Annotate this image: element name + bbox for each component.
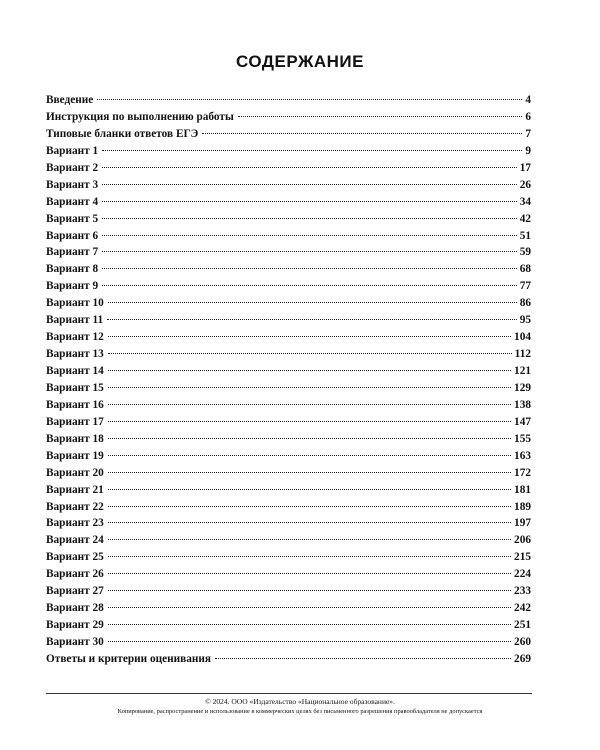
toc-entry-page: 17 — [519, 161, 531, 174]
toc-entry-label: Вариант 14 — [46, 365, 104, 377]
toc-entry-label: Вариант 2 — [46, 161, 99, 174]
toc-leader-dots — [108, 489, 511, 490]
toc-leader-dots — [108, 539, 511, 540]
toc-entry-label: Вариант 24 — [46, 534, 104, 547]
toc-entry-page: 181 — [514, 483, 531, 496]
toc-leader-dots — [108, 353, 512, 354]
toc-entry-page: 6 — [525, 110, 531, 123]
toc-leader-dots — [102, 235, 517, 236]
toc-entry-label: Вариант 20 — [46, 466, 104, 479]
toc-entry-label: Вариант 28 — [46, 602, 104, 615]
toc-leader-dots — [238, 116, 523, 117]
toc-entry-label: Вариант 30 — [46, 636, 104, 648]
toc-entry-page: 9 — [525, 144, 531, 157]
footer-copyright: © 2024. ООО «Издательство «Национальное образование». — [205, 697, 395, 706]
toc-leader-dots — [202, 133, 522, 134]
toc-entry[interactable] — [46, 278, 531, 295]
toc-entry-page: 189 — [514, 500, 531, 513]
toc-entry-page: 224 — [514, 568, 531, 581]
toc-leader-dots — [108, 590, 511, 591]
toc-entry-page: 77 — [519, 280, 531, 293]
toc-entry[interactable] — [46, 499, 531, 516]
toc-leader-dots — [108, 370, 511, 371]
toc-leader-dots — [108, 506, 511, 507]
toc-entry-page: 251 — [514, 619, 531, 632]
toc-entry-label: Вариант 7 — [46, 246, 99, 259]
toc-leader-dots — [102, 150, 522, 151]
toc-entry[interactable] — [46, 617, 531, 634]
toc-leader-dots — [108, 404, 511, 405]
toc-entry-page: 86 — [519, 297, 531, 310]
toc-entry-page: 51 — [519, 229, 531, 242]
toc-entry-page: 163 — [514, 449, 531, 462]
toc-entry[interactable] — [46, 295, 531, 312]
toc-entry-page: 206 — [514, 534, 531, 547]
toc-leader-dots — [215, 658, 511, 659]
toc-entry[interactable] — [46, 92, 531, 109]
toc-leader-dots — [97, 99, 522, 100]
toc-entry[interactable] — [46, 651, 531, 668]
toc-entry-page: 68 — [519, 263, 531, 276]
toc-leader-dots — [102, 167, 517, 168]
toc-entry[interactable] — [46, 261, 531, 278]
toc-entry-page: 112 — [514, 348, 531, 361]
toc-entry-label: Вариант 3 — [46, 178, 99, 191]
toc-entry[interactable] — [46, 109, 531, 126]
toc-entry[interactable] — [46, 532, 531, 549]
toc-entry-label: Вариант 29 — [46, 619, 104, 632]
toc-entry-page: 172 — [514, 466, 531, 479]
toc-leader-dots — [108, 387, 511, 388]
toc-leader-dots — [108, 421, 511, 422]
toc-entry-label: Вариант 18 — [46, 432, 104, 445]
toc-leader-dots — [102, 218, 517, 219]
toc-entry[interactable] — [46, 211, 531, 228]
toc-leader-dots — [108, 336, 511, 337]
toc-entry[interactable] — [46, 228, 531, 245]
toc-entry-page: 7 — [525, 127, 531, 140]
toc-leader-dots — [108, 556, 511, 557]
toc-entry-label: Типовые бланки ответов ЕГЭ — [46, 127, 199, 140]
toc-leader-dots — [102, 285, 517, 286]
toc-leader-dots — [108, 438, 511, 439]
toc-entry-label: Вариант 8 — [46, 263, 99, 276]
toc-entry-page: 138 — [514, 398, 531, 411]
toc-entry-page: 104 — [514, 331, 531, 344]
toc-entry-label: Вариант 19 — [46, 449, 104, 462]
toc-leader-dots — [108, 607, 511, 608]
toc-leader-dots — [107, 319, 517, 320]
toc-entry[interactable] — [46, 583, 531, 600]
toc-entry-page: 121 — [514, 365, 531, 377]
toc-leader-dots — [108, 624, 511, 625]
toc-entry[interactable] — [46, 465, 531, 482]
toc-leader-dots — [102, 268, 517, 269]
toc-entry-page: 260 — [514, 636, 531, 648]
toc-entry-label: Ответы и критерии оценивания — [46, 652, 212, 665]
toc-entry[interactable] — [46, 143, 531, 160]
toc-entry-page: 34 — [519, 195, 531, 208]
toc-entry-label: Введение — [46, 94, 94, 106]
toc-entry-label: Вариант 13 — [46, 348, 104, 361]
toc-entry[interactable] — [46, 414, 531, 431]
toc-entry[interactable] — [46, 431, 531, 448]
toc-leader-dots — [108, 302, 517, 303]
toc-entry-page: 59 — [519, 246, 531, 259]
toc-entry-label: Вариант 23 — [46, 517, 104, 530]
toc-entry-page: 197 — [514, 517, 531, 530]
toc-leader-dots — [102, 184, 517, 185]
toc-entry[interactable] — [46, 160, 531, 177]
toc-entry[interactable] — [46, 177, 531, 194]
toc-entry[interactable] — [46, 194, 531, 211]
toc-leader-dots — [108, 641, 511, 642]
toc-entry-page: 269 — [514, 652, 531, 665]
toc-entry[interactable] — [46, 515, 531, 532]
toc-entry-label: Вариант 22 — [46, 500, 104, 513]
toc-entry-label: Вариант 25 — [46, 551, 104, 564]
toc-entry[interactable] — [46, 312, 531, 329]
toc-entry-label: Вариант 9 — [46, 280, 99, 293]
toc-entry[interactable] — [46, 397, 531, 414]
toc-leader-dots — [102, 201, 517, 202]
table-of-contents — [46, 92, 531, 668]
toc-leader-dots — [108, 573, 511, 574]
footer-disclaimer: Копирование, распространение и использование в коммерческих целях без письменного разрешения правообладателя не допускается — [117, 708, 483, 715]
toc-entry-label: Вариант 16 — [46, 398, 104, 411]
toc-entry-label: Вариант 15 — [46, 381, 104, 394]
toc-leader-dots — [102, 251, 517, 252]
page-title: СОДЕРЖАНИЕ — [236, 52, 364, 71]
toc-leader-dots — [108, 455, 511, 456]
toc-entry[interactable] — [46, 549, 531, 566]
toc-entry-page: 242 — [514, 602, 531, 615]
toc-entry[interactable] — [46, 634, 531, 651]
toc-entry-label: Инструкция по выполнению работы — [46, 110, 234, 123]
toc-entry[interactable] — [46, 126, 531, 143]
toc-entry[interactable] — [46, 329, 531, 346]
toc-entry-page: 147 — [514, 415, 531, 428]
toc-entry-label: Вариант 11 — [46, 314, 104, 327]
toc-entry-label: Вариант 6 — [46, 229, 99, 242]
toc-entry-page: 4 — [525, 94, 531, 106]
toc-entry-page: 95 — [519, 314, 531, 327]
toc-entry-page: 215 — [514, 551, 531, 564]
toc-entry-label: Вариант 10 — [46, 297, 104, 310]
toc-entry[interactable] — [46, 566, 531, 583]
toc-entry-page: 233 — [514, 585, 531, 598]
toc-entry-page: 129 — [514, 381, 531, 394]
footer-divider — [46, 693, 532, 694]
toc-entry[interactable] — [46, 346, 531, 363]
toc-entry[interactable] — [46, 363, 531, 380]
toc-entry[interactable] — [46, 244, 531, 261]
toc-entry-label: Вариант 12 — [46, 331, 104, 344]
toc-entry-label: Вариант 17 — [46, 415, 104, 428]
toc-entry-page: 155 — [514, 432, 531, 445]
toc-entry-label: Вариант 1 — [46, 144, 99, 157]
toc-entry-page: 26 — [519, 178, 531, 191]
toc-entry[interactable] — [46, 448, 531, 465]
toc-entry-label: Вариант 21 — [46, 483, 104, 496]
toc-entry-label: Вариант 5 — [46, 212, 99, 225]
toc-entry[interactable] — [46, 482, 531, 499]
toc-entry-label: Вариант 4 — [46, 195, 99, 208]
toc-entry[interactable] — [46, 380, 531, 397]
toc-entry-page: 42 — [519, 212, 531, 225]
toc-leader-dots — [108, 522, 511, 523]
toc-entry-label: Вариант 26 — [46, 568, 104, 581]
toc-leader-dots — [108, 472, 511, 473]
toc-entry[interactable] — [46, 600, 531, 617]
toc-entry-label: Вариант 27 — [46, 585, 104, 598]
